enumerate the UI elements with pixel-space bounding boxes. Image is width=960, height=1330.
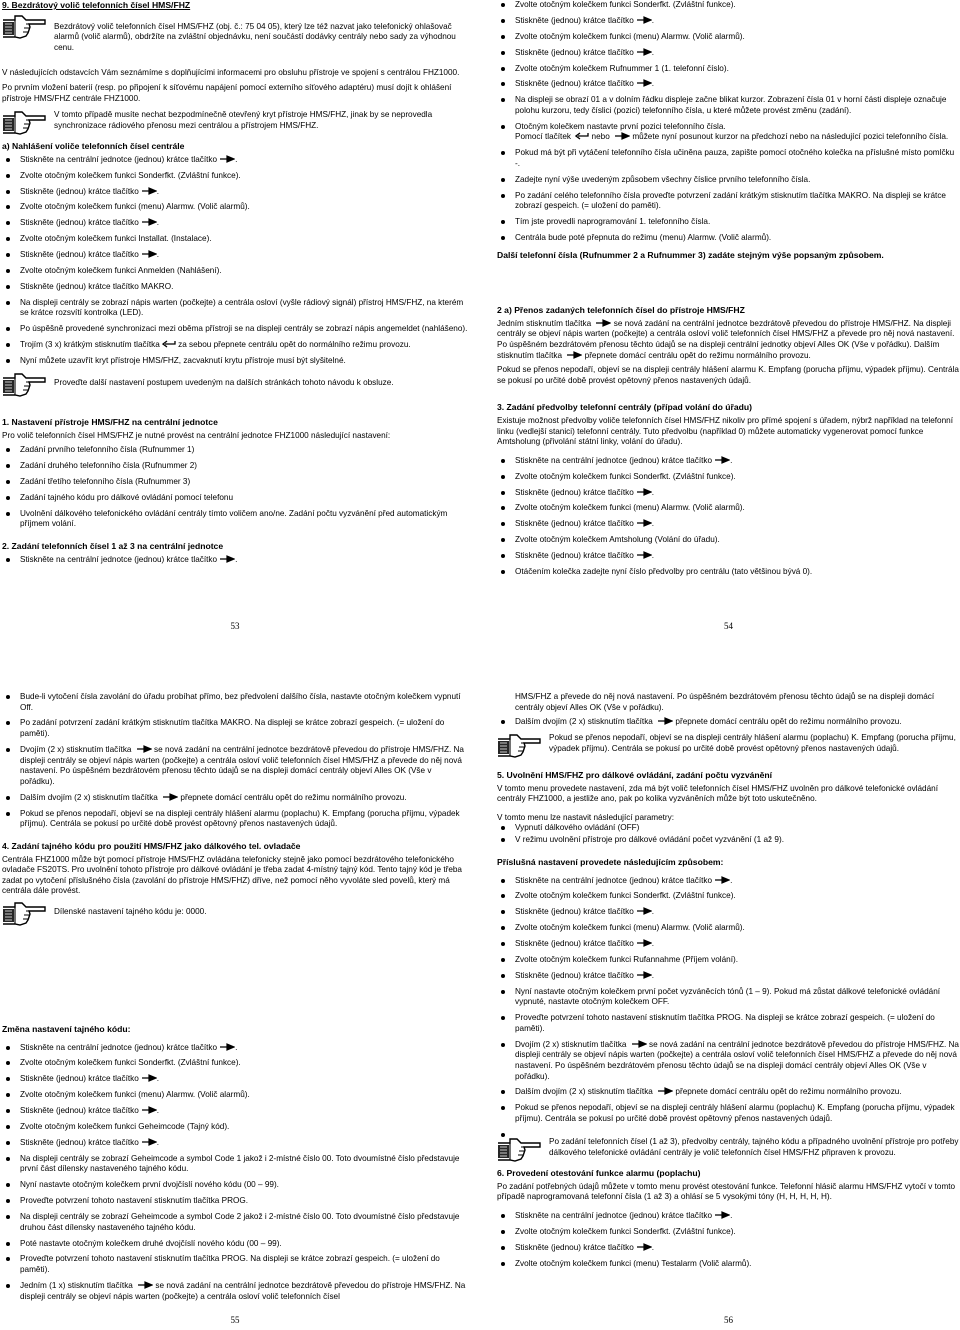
list-item: Zvolte otočným kolečkem funkci Installat. (Instalace). (2, 234, 468, 245)
list-item: Nyní můžete uzavřít kryt přístroje HMS/FHZ, zacvaknutí krytu přístroje musí být slyšitelné. (2, 356, 468, 367)
list-item: Zvolte otočným kolečkem funkci (menu) Alarmw. (Volič alarmů). (2, 202, 468, 213)
list-item: V režimu uvolnění přístroje pro dálkové ovládání počet vyzvánění (1 až 9). (497, 835, 960, 846)
list-item: Zvolte otočným kolečkem funkci Anmelden (Nahlášení). (2, 266, 468, 277)
play-arrow-key-icon (595, 319, 611, 327)
list-item: Tím jste provedli naprogramování 1. telefonního čísla. (497, 217, 960, 228)
list-item: Stiskněte (jednou) krátce tlačítko . (2, 1106, 468, 1117)
paragraph: Pro volič telefonních čísel HMS/FHZ je nutné provést na centrální jednotce FHZ1000 následující nastavení: (2, 430, 391, 440)
play-arrow-key-icon (636, 907, 652, 915)
bold-note: Další telefonní čísla (Rufnummer 2 a Rufnummer 3) zadáte stejným výše popsaným způsobem. (497, 249, 884, 260)
play-arrow-key-icon (636, 971, 652, 979)
list-item: Zvolte otočným kolečkem funkci (menu) Alarmw. (Volič alarmů). (497, 923, 960, 934)
list-item: Stiskněte na centrální jednotce (jednou) krátce tlačítko . (2, 155, 468, 166)
play-arrow-key-icon (636, 1243, 652, 1251)
list-item: Stiskněte na centrální jednotce (jednou) krátce tlačítko . (497, 456, 960, 467)
list-item: Poté nastavte otočným kolečkem druhé dvojčíslí nového kódu (00 – 99). (2, 1239, 468, 1250)
page-number: 54 (724, 621, 733, 632)
list-item: Otočným kolečkem nastavte první pozici telefonního čísla. Pomocí tlačítek nebo můžete nyní posunout kurzor na předchozí nebo na následující pozici telefonního čísla. (497, 122, 960, 143)
list-item: Vypnutí dálkového ovládání (OFF) (497, 823, 960, 834)
steps-list-continue (497, 717, 960, 728)
note-further (2, 372, 468, 398)
paragraph: HMS/FHZ a převede do něj nová nastavení. Po úspěšném bezdrátovém přenosu těchto údajů se na displeji domácí centrály objeví Alles OK (Vše v pořádku). (515, 692, 935, 712)
return-arrow-key-icon (575, 132, 589, 140)
list-item: Jedním (1 x) stisknutím tlačítka se nová zadání na centrální jednotce bezdrátově převedou do přístroje HMS/FHZ. Na displeji centrály se objeví nápis warten (počkejte) a centrála osloví volič telefonních čísel (2, 1281, 468, 1302)
steps-list-prefix (2, 692, 468, 830)
list-item: Na displeji centrály se zobrazí Geheimcode a symbol Code 2 jakož i 2-místné číslo 00. Toto dvoumístné číslo představuje druhou část dílensky nastaveného tajného kódu. (2, 1212, 468, 1233)
list-item: Zadání druhého telefonního čísla (Rufnummer 2) (2, 461, 468, 472)
list-item: Na displeji se obrazí 01 a v dolním řádku displeje začne blikat kurzor. Zobrazení čísla 01 v horní části displeje označuje polohu kurzoru, tedy číslici (pozici) telefonního čísla, u které můžete provést změnu (zadání). (497, 95, 960, 116)
section-heading: 3. Zadání předvolby telefonní centrály (případ volání do úřadu) (497, 402, 752, 413)
page-number: 55 (230, 1315, 240, 1326)
list-item: Zvolte otočným kolečkem funkci (menu) Alarmw. (Volič alarmů). (497, 32, 960, 43)
paragraph: Po zadání potřebných údajů můžete v tomto menu provést otestování funkce. Telefonní hlásič alarmu HMS/FHZ vytočí v tomto případě naprogramovaná telefonní čísla (1 až 3) a ohlásí se 5 vysokými tóny (H, H, H, H, H). (497, 1181, 956, 1202)
return-arrow-key-icon (162, 340, 176, 348)
list-item: Pokud se přenos nepodaří, objeví se na displeji centrály hlášení alarmu (poplachu) K. Empfang (porucha příjmu, výpadek příjmu). Centrála se pokusí po určité době provést opětovný přenos nastavených údajů. (2, 809, 468, 830)
list-item: Po zadání potvrzení zadání krátkým stisknutím tlačítka MAKRO. Na displeji se krátce zobrazí gespeich. (= uložení do paměti). (2, 718, 468, 739)
steps-list-phone (497, 0, 960, 244)
list-item: Pokud se přenos nepodaří, objeví se na displeji centrály hlášení alarmu (poplachu) K. Empfang (porucha příjmu, výpadek příjmu). Centrála se pokusí po určité době provést opětovný přenos nastavených údajů. (497, 1103, 960, 1124)
play-arrow-key-icon (141, 218, 157, 226)
list-item: Stiskněte (jednou) krátce tlačítko . (497, 1243, 960, 1254)
section-heading: 1. Nastavení přístroje HMS/FHZ na centrální jednotce (2, 416, 218, 427)
list-item: Dvojím (2 x) stisknutím tlačítka se nová zadání na centrální jednotce bezdrátově převedou do přístroje HMS/FHZ. Na displeji centrály se objeví nápis warten (počkejte) a centrála osloví volič telefonních čísel HMS/FHZ a převede do něj nová nastavení. Po úspěšném bezdrátovém přenosu těchto údajů se na displeji domácí centrály objeví Alles OK (Vše v pořádku). (497, 1040, 960, 1082)
play-arrow-key-icon (636, 939, 652, 947)
list-item: Stiskněte (jednou) krátce tlačítko . (497, 16, 960, 27)
paragraph: V tomto menu provedete nastavení, zda má být volič telefonních čísel HMS/FHZ uvolněn pro dálkové telefonické ovládání centrály FHZ1000, a jestliže ano, pak po kolika vyzváněních může být toto uskutečněno. (497, 783, 938, 804)
list-item: Zvolte otočným kolečkem Rufnummer 1 (1. telefonní číslo). (497, 64, 960, 75)
steps-list-test (497, 1211, 960, 1269)
list-item: Dalším dvojím (2 x) stisknutím tlačítka přepnete domácí centrálu opět do režimu normálního provozu. (497, 717, 960, 728)
list-item: Zadání prvního telefonního čísla (Rufnummer 1) (2, 445, 468, 456)
steps-list-remote (497, 876, 960, 1132)
page-55 (2, 692, 468, 1330)
paragraph: Po prvním vložení baterií (resp. po připojení k síťovému napájení pomocí externího síťového adaptéru) musí dojít k ohlášení přístroje HMS/FHZ centrále FHZ1000. (2, 82, 452, 103)
play-arrow-key-icon (141, 1138, 157, 1146)
note-sync (2, 110, 468, 136)
list-item: Zvolte otočným kolečkem funkci (menu) Alarmw. (Volič alarmů). (2, 1090, 468, 1101)
list-item: Stiskněte (jednou) krátce tlačítko . (2, 1074, 468, 1085)
intro-text: Bezdrátový volič telefonních čísel HMS/FHZ (obj. č.: 75 04 05), který lze též nazvat jako telefonický ohlašovač alarmů (volič alarmů), obdržíte na zvláštní objednávku, není součástí dodávky centrály nebo sady za výhodnou cenu. (54, 21, 456, 52)
pointing-hand-icon (497, 1137, 541, 1163)
list-item: Stiskněte na centrální jednotce (jednou) krátce tlačítko . (2, 555, 468, 566)
play-arrow-key-icon (636, 79, 652, 87)
list-item: Trojím (3 x) krátkým stisknutím tlačítka za sebou přepnete centrálu opět do normálního režimu provozu. (2, 340, 468, 351)
play-arrow-key-icon (141, 187, 157, 195)
list-item: Zvolte otočným kolečkem funkci Sonderfkt. (Zvláštní funkce). (497, 891, 960, 902)
section-heading: 2 a) Přenos zadaných telefonních čísel do přístroje HMS/FHZ (497, 305, 745, 316)
page-header: 9. Bezdrátový volič telefonních čísel HMS/FHZ (2, 0, 191, 10)
section-heading: a) Nahlášení voliče telefonních čísel centrále (2, 141, 185, 152)
list-item: Zvolte otočným kolečkem funkci Sonderfkt. (Zvláštní funkce). (497, 472, 960, 483)
page-56 (497, 692, 960, 1330)
play-arrow-key-icon (714, 456, 730, 464)
list-item: Stiskněte (jednou) krátce tlačítko . (497, 488, 960, 499)
pointing-hand-icon (2, 372, 46, 398)
play-arrow-key-icon (636, 48, 652, 56)
pointing-hand-icon (2, 901, 46, 927)
paragraph: Jedním stisknutím tlačítka se nová zadání na centrální jednotce bezdrátově převedou do přístroje HMS/FHZ. Na displeji centrály se objeví nápis warten (počkejte) a centrála osloví volič telefonních čísel HMS/FHZ a převede pro něj nová nastavení. Po úspěšném bezdrátovém přenosu těchto údajů se na displeji centrální jednotky objeví Alles OK (Vše v pořádku). Dalším stisknutím tlačítka přepnete domácí centrálu opět do režimu normálního provozu. (497, 318, 955, 360)
list-item: Nyní nastavte otočným kolečkem první dvojčíslí nového kódu (00 – 99). (2, 1180, 468, 1191)
play-arrow-key-icon (219, 1043, 235, 1051)
list-item: Stiskněte (jednou) krátce tlačítko . (2, 218, 468, 229)
list-item: Stiskněte (jednou) krátce tlačítko . (2, 187, 468, 198)
page-number: 56 (724, 1315, 733, 1326)
play-arrow-key-icon (657, 1087, 673, 1095)
play-arrow-key-icon (714, 1211, 730, 1219)
list-item: Po zadání celého telefonního čísla proveďte potvrzení zadání krátkým stisknutím tlačítka MAKRO. Na displeji se krátce zobrazí gespeich. (= uložení do paměti). (497, 191, 960, 212)
note-text: Po zadání telefonních čísel (1 až 3), předvolby centrály, tajného kódu a případného uvolnění přístroje pro potřeby dálkového telefonické ovládání centrály je volič telefonních čísel HMS/FHZ připraven k provozu. (549, 1137, 959, 1157)
parameters-list (497, 823, 960, 845)
paragraph: Existuje možnost předvolby voliče telefonních čísel HMS/FHZ nikoliv pro přímé spojení s úřadem, nýbrž například na telefonní linku (vedlejší stanici) telefonní centrály. Tuto předvolbu (například 0) můžete automaticky vygenerovat pomocí funkce Amtsholung (přivolání státní linky, volání do úřadu). (497, 416, 953, 447)
list-item: Zvolte otočným kolečkem funkci (menu) Alarmw. (Volič alarmů). (497, 503, 960, 514)
list-item: Centrála bude poté přepnuta do režimu (menu) Alarmw. (Volič alarmů). (497, 233, 960, 244)
note-text: Proveďte další nastavení postupem uvedeným na dalších stránkách tohoto návodu k obsluze. (54, 377, 394, 387)
list-item: Stiskněte (jednou) krátce tlačítko . (497, 907, 960, 918)
steps-list-code (2, 1043, 468, 1303)
list-item: Na displeji centrály se zobrazí nápis warten (počkejte) a centrála osloví (vyšle rádiový signál) přístroj HMS/FHZ, na kterém se krátce rozsvítí kontrolka (LED). (2, 298, 468, 319)
list-item: Dalším dvojím (2 x) stisknutím tlačítka přepnete domácí centrálu opět do režimu normálního provozu. (497, 1087, 960, 1098)
list-item: Zvolte otočným kolečkem funkci Sonderfkt. (Zvláštní funkce). (497, 0, 960, 11)
note-ready (497, 1137, 960, 1163)
play-arrow-key-icon (141, 250, 157, 258)
bold-note: Příslušná nastavení provedete následujícím způsobem: (497, 856, 724, 867)
section-heading: 2. Zadání telefonních čísel 1 až 3 na centrální jednotce (2, 541, 224, 552)
list-item: Stiskněte (jednou) krátce tlačítko MAKRO. (2, 282, 468, 293)
play-arrow-key-icon (219, 555, 235, 563)
play-arrow-key-icon (137, 1281, 153, 1289)
play-arrow-key-icon (714, 876, 730, 884)
list-item: Pokud má být při vytáčení telefonního čísla učiněna pauza, zapište pomocí otočného kolečka na příslušné místo pomlčku -. (497, 148, 960, 169)
list-item: Stiskněte (jednou) krátce tlačítko . (2, 250, 468, 261)
list-item: Po úspěšně provedené synchronizaci mezi oběma přístroji se na displeji centrály se zobrazí nápis angemeldet (nahlášeno). (2, 324, 468, 335)
page-number: 53 (230, 621, 240, 632)
list-item: Zvolte otočným kolečkem Amtsholung (Volání do úřadu). (497, 535, 960, 546)
pointing-hand-icon (2, 110, 46, 136)
play-arrow-key-icon (219, 155, 235, 163)
note-default-code (2, 901, 468, 927)
paragraph: Centrála FHZ1000 může být pomocí přístroje HMS/FHZ ovládána telefonicky stejně jako pomocí bezdrátového telefonického ovladače FS20TS. Pro uvolnění tohoto přístroje pro dálkové ovládání je třeba zadat 4-místný tajný kód. Tento tajný kód je třeba zadat po vytočení příslušného čísla (zavolání do přístroje HMS/FHZ) dříve, než pomocí něho vyvoláte sled povelů, který má centrála dále provést. (2, 854, 462, 896)
list-item: Dalším dvojím (2 x) stisknutím tlačítka přepnete domácí centrálu opět do režimu normálního provozu. (2, 793, 468, 804)
list-item: Zvolte otočným kolečkem funkci Rufannahme (Příjem volání). (497, 955, 960, 966)
list-item: Stiskněte (jednou) krátce tlačítko . (497, 519, 960, 530)
list-item (497, 1130, 960, 1132)
paragraph: Pokud se přenos nepodaří, objeví se na displeji centrály hlášení alarmu K. Empfang (porucha příjmu, výpadek příjmu). Centrála se pokusí po určité době provést opětovný přenos nastavených údajů. (497, 365, 959, 385)
page-54 (497, 0, 960, 640)
play-arrow-key-icon (657, 717, 673, 725)
list-item: Stiskněte (jednou) krátce tlačítko . (497, 551, 960, 562)
section-heading: 4. Zadání tajného kódu pro použití HMS/FHZ jako dálkového tel. ovladače (2, 841, 301, 852)
note-transfer-fail (497, 733, 960, 759)
list-item: Otáčením kolečka zadejte nyní číslo předvolby pro centrálu (tato většinou bývá 0). (497, 567, 960, 578)
list-item: Uvolnění dálkového telefonického ovládání centrály tímto voličem ano/ne. Zadání počtu vyzvánění před automatickým příjmem volání. (2, 509, 468, 530)
list-item: Stiskněte (jednou) krátce tlačítko . (497, 971, 960, 982)
list-item: Stiskněte (jednou) krátce tlačítko . (497, 939, 960, 950)
list-item: Proveďte potvrzení tohoto nastavení stisknutím tlačítka PROG. (2, 1196, 468, 1207)
play-arrow-key-icon (566, 351, 582, 359)
pointing-hand-icon (2, 14, 46, 40)
pointing-hand-icon (497, 733, 541, 759)
list-item: Na displeji centrály se zobrazí Geheimcode a symbol Code 1 jakož i 2-místné číslo 00. Toto dvoumístné číslo představuje první část dílensky nastaveného tajného kódu. (2, 1154, 468, 1175)
list-item: Stiskněte na centrální jednotce (jednou) krátce tlačítko . (2, 1043, 468, 1054)
play-arrow-key-icon (636, 551, 652, 559)
list-item: Zvolte otočným kolečkem funkci Sonderfkt. (Zvláštní funkce). (2, 1058, 468, 1069)
section-heading: Změna nastavení tajného kódu: (2, 1023, 131, 1034)
play-arrow-key-icon (136, 745, 152, 753)
play-arrow-key-icon (162, 793, 178, 801)
play-arrow-key-icon (636, 519, 652, 527)
intro-note (2, 14, 468, 54)
steps-list-3 (497, 456, 960, 578)
paragraph: V následujících odstavcích Vám seznámíme s doplňujícími informacemi pro obsluhu přístroje ve spojení s centrálou FHZ1000. (2, 68, 460, 78)
play-arrow-key-icon (631, 1040, 647, 1048)
list-item: Zvolte otočným kolečkem funkci (menu) Testalarm (Volič alarmů). (497, 1259, 960, 1270)
play-arrow-key-icon (141, 1106, 157, 1114)
list-item: Stiskněte (jednou) krátce tlačítko . (497, 48, 960, 59)
list-item: Zvolte otočným kolečkem funkci Sonderfkt. (Zvláštní funkce). (497, 1227, 960, 1238)
play-arrow-key-icon (636, 16, 652, 24)
note-text: Pokud se přenos nepodaří, objeví se na displeji centrály hlášení alarmu (poplachu) K. Empfang (porucha příjmu, výpadek příjmu). Centrála se pokusí po určité době provést opětovný přenos nastavených údajů. (549, 733, 956, 753)
steps-list-a (2, 155, 468, 367)
list-item: Proveďte potvrzení tohoto nastavení stisknutím tlačítka PROG. Na displeji se krátce zobrazí gespeich. (= uložení do paměti). (2, 1254, 468, 1275)
list-item: Stiskněte na centrální jednotce (jednou) krátce tlačítko . (497, 1211, 960, 1222)
list-item: Zadejte nyní výše uvedeným způsobem všechny číslice prvního telefonního čísla. (497, 175, 960, 186)
list-item: Zvolte otočným kolečkem funkci Sonderfkt. (Zvláštní funkce). (2, 171, 468, 182)
list-item: Zvolte otočným kolečkem funkci Geheimcode (Tajný kód). (2, 1122, 468, 1133)
list-item: Stiskněte na centrální jednotce (jednou) krátce tlačítko . (497, 876, 960, 887)
steps-list-2 (2, 555, 468, 566)
note-text: V tomto případě musíte nechat bezpodmínečně otevřený kryt přístroje HMS/FHZ, jinak by se neprovedla synchronizace rádiového přenosu mezi centrálou a přístrojem HMS/FHZ. (54, 110, 433, 130)
list-item: Zadání tajného kódu pro dálkové ovládání pomocí telefonu (2, 493, 468, 504)
list-item: Stiskněte (jednou) krátce tlačítko . (497, 79, 960, 90)
settings-list (2, 445, 468, 530)
list-item: Stiskněte (jednou) krátce tlačítko . (2, 1138, 468, 1149)
note-text: Dílenské nastavení tajného kódu je: 0000. (54, 906, 207, 916)
play-arrow-key-icon (636, 488, 652, 496)
play-arrow-key-icon (614, 132, 630, 140)
section-heading: 5. Uvolnění HMS/FHZ pro dálkové ovládání, zadání počtu vyzvánění (497, 770, 773, 781)
paragraph: V tomto menu lze nastavit následující parametry: (497, 812, 675, 822)
section-heading: 6. Provedení otestování funkce alarmu (poplachu) (497, 1168, 701, 1179)
list-item: Dvojím (2 x) stisknutím tlačítka se nová zadání na centrální jednotce bezdrátově převedou do přístroje HMS/FHZ. Na displeji centrály se objeví nápis warten (počkejte) a centrála osloví volič telefonních čísel HMS/FHZ a převede do něj nová nastavení. Po úspěšném bezdrátovém přenosu těchto údajů se na displeji domácí centrály objeví Alles OK (Vše v pořádku). (2, 745, 468, 787)
page-53 (2, 0, 468, 640)
list-item: Zadání třetího telefonního čísla (Rufnummer 3) (2, 477, 468, 488)
list-item: Proveďte potvrzení tohoto nastavení stisknutím tlačítka PROG. Na displeji se krátce zobrazí gespeich. (= uložení do paměti). (497, 1013, 960, 1034)
play-arrow-key-icon (141, 1074, 157, 1082)
list-item: Bude-li vytočení čísla zavolání do úřadu probíhat přímo, bez předvolení dalšího čísla, nastavte otočným kolečkem vypnutí Off. (2, 692, 468, 713)
list-item: Nyní nastavte otočným kolečkem první počet vyzváněcích tónů (1 – 9). Pokud má zůstat dálkové telefonické ovládání vypnuté, nastavte otočným kolečkem OFF. (497, 987, 960, 1008)
